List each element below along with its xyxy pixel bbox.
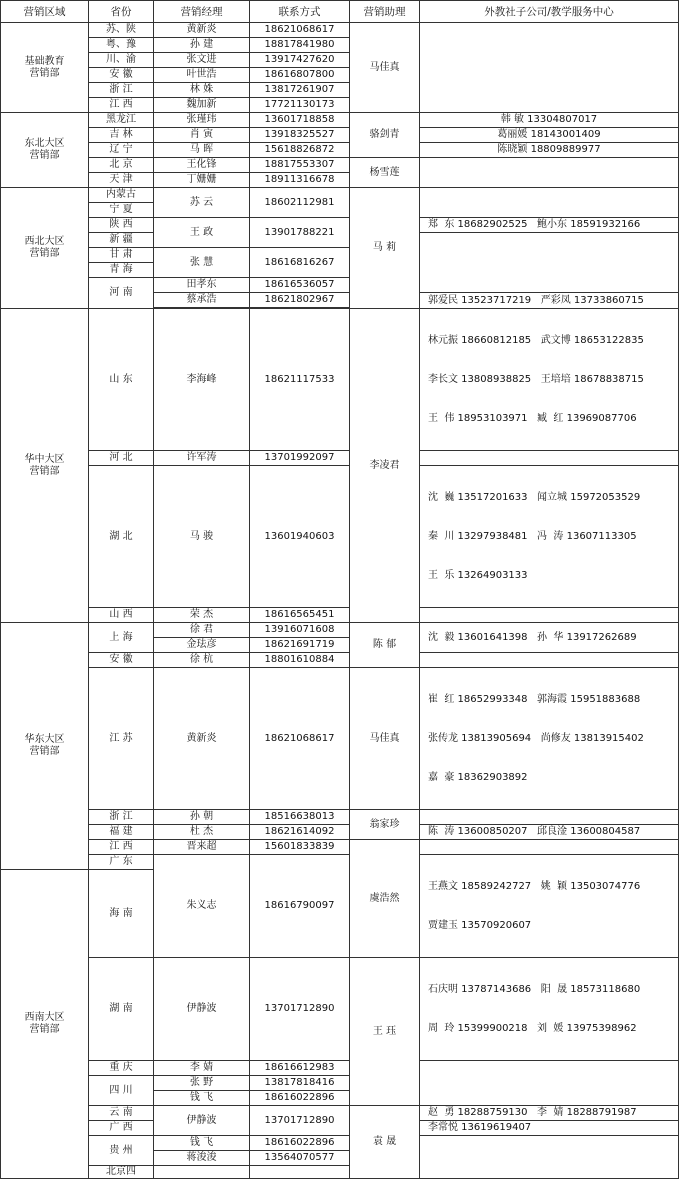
manager-cell: 李海峰	[154, 309, 250, 451]
phone-cell: 18616807800	[250, 68, 350, 83]
phone-cell: 13701992097	[250, 451, 350, 466]
table-row	[1, 1136, 679, 1151]
service-cell	[420, 855, 679, 958]
header-service: 外教社子公司/教学服务中心	[420, 1, 679, 23]
service-cell	[420, 451, 679, 466]
region-east: 华东大区 营销部	[1, 623, 89, 870]
table-row	[1, 188, 679, 203]
table-row	[1, 623, 679, 638]
service-cell	[420, 23, 679, 113]
province-cell: 重 庆	[89, 1061, 154, 1076]
service-line: 王 乐 13264903133	[428, 570, 528, 581]
province-cell: 上 海	[89, 623, 154, 653]
service-cell	[420, 653, 679, 668]
manager-cell: 黄新炎	[154, 668, 250, 810]
region-central: 华中大区 营销部	[1, 309, 89, 623]
phone-cell: 18621614092	[250, 825, 350, 840]
manager-cell: 张瑾玮	[154, 113, 250, 128]
province-cell: 湖 南	[89, 958, 154, 1061]
table-row	[1, 810, 679, 825]
manager-cell: 丁姗姗	[154, 173, 250, 188]
service-cell	[420, 668, 679, 810]
service-cell	[420, 840, 679, 855]
table-row	[1, 466, 679, 608]
assistant-cell: 马佳真	[350, 23, 420, 113]
header-assistant: 营销助理	[350, 1, 420, 23]
manager-cell: 林 姝	[154, 83, 250, 98]
header-region: 营销区域	[1, 1, 89, 23]
phone-cell: 13901788221	[250, 218, 350, 248]
province-cell: 山 东	[89, 309, 154, 451]
table-row	[1, 653, 679, 668]
table-row	[1, 840, 679, 855]
province-cell: 北京四	[89, 1166, 154, 1179]
manager-cell: 金珐彦	[154, 638, 250, 653]
phone-cell: 13601718858	[250, 113, 350, 128]
manager-cell: 苏 云	[154, 188, 250, 218]
province-cell: 江 西	[89, 98, 154, 113]
assistant-cell: 陈 郁	[350, 623, 420, 668]
phone-cell: 13701712890	[250, 1106, 350, 1136]
region-basic: 基础教育 营销部	[1, 23, 89, 113]
service-cell: 赵 勇 18288759130 李 婧 18288791987	[420, 1106, 679, 1121]
service-line: 王燕文 18589242727 姚 颖 13503074776	[428, 881, 641, 892]
service-cell	[420, 958, 679, 1061]
manager-cell: 钱 飞	[154, 1091, 250, 1106]
province-cell: 新 疆	[89, 233, 154, 248]
phone-cell: 18616612983	[250, 1061, 350, 1076]
manager-cell: 王化锋	[154, 158, 250, 173]
province-cell: 粤、豫	[89, 38, 154, 53]
table-row	[1, 113, 679, 128]
assistant-cell: 骆剑青	[350, 113, 420, 158]
province-cell: 湖 北	[89, 466, 154, 608]
service-cell	[420, 1136, 679, 1179]
province-cell: 甘 肃	[89, 248, 154, 263]
service-cell: 郭爱民 13523717219 严彩凤 13733860715	[420, 293, 679, 309]
manager-cell: 黄新炎	[154, 23, 250, 38]
manager-cell: 马 骏	[154, 466, 250, 608]
service-cell: 韩 敏 13304807017	[420, 113, 679, 128]
table-row	[1, 23, 679, 38]
assistant-cell: 袁 晟	[350, 1106, 420, 1179]
phone-cell: 18616816267	[250, 248, 350, 278]
service-cell	[420, 608, 679, 623]
table-row	[1, 855, 679, 870]
province-cell: 陕 西	[89, 218, 154, 233]
service-cell: 沈 毅 13601641398 孙 华 13917262689	[420, 623, 679, 653]
service-line: 李长文 13808938825 王培培 18678838715	[428, 374, 644, 385]
province-cell: 安 徽	[89, 653, 154, 668]
province-cell: 云 南	[89, 1106, 154, 1121]
manager-cell: 孙 建	[154, 38, 250, 53]
phone-cell	[250, 1166, 350, 1179]
assistant-cell: 翁家珍	[350, 810, 420, 840]
manager-cell: 徐 君	[154, 623, 250, 638]
phone-cell: 18817841980	[250, 38, 350, 53]
service-line: 石庆明 13787143686 阳 晟 18573118680	[428, 984, 641, 995]
assistant-cell: 马佳真	[350, 668, 420, 810]
manager-cell: 田孝东	[154, 278, 250, 293]
table-row	[1, 143, 679, 158]
province-cell: 安 徽	[89, 68, 154, 83]
service-line: 嘉 豪 18362903892	[428, 772, 528, 783]
manager-cell: 荣 杰	[154, 608, 250, 623]
assistant-cell: 杨雪莲	[350, 158, 420, 188]
assistant-cell: 王 珏	[350, 958, 420, 1106]
header-manager: 营销经理	[154, 1, 250, 23]
phone-cell: 13817818416	[250, 1076, 350, 1091]
manager-cell: 徐 杭	[154, 653, 250, 668]
region-northeast: 东北大区 营销部	[1, 113, 89, 188]
table-row	[1, 825, 679, 840]
phone-cell: 18616022896	[250, 1136, 350, 1151]
province-cell: 黑龙江	[89, 113, 154, 128]
table-row	[1, 958, 679, 1061]
phone-cell: 13564070577	[250, 1151, 350, 1166]
province-cell: 广 东	[89, 855, 154, 870]
table-row	[1, 128, 679, 143]
table-row	[1, 451, 679, 466]
service-line: 王 伟 18953103971 臧 红 13969087706	[428, 413, 637, 424]
manager-cell: 杜 杰	[154, 825, 250, 840]
service-cell: 陈晓颖 18809889977	[420, 143, 679, 158]
table-row	[1, 218, 679, 233]
manager-cell: 许军涛	[154, 451, 250, 466]
service-cell	[420, 1061, 679, 1106]
manager-cell: 马 晖	[154, 143, 250, 158]
phone-cell: 18602112981	[250, 188, 350, 218]
phone-cell: 13916071608	[250, 623, 350, 638]
assistant-cell: 李凌君	[350, 309, 420, 623]
manager-cell: 钱 飞	[154, 1136, 250, 1151]
phone-cell: 13601940603	[250, 466, 350, 608]
manager-cell	[154, 1166, 250, 1179]
province-cell: 江 西	[89, 840, 154, 855]
province-cell: 河 北	[89, 451, 154, 466]
province-cell: 北 京	[89, 158, 154, 173]
phone-cell: 13917427620	[250, 53, 350, 68]
phone-cell: 18621068617	[250, 668, 350, 810]
manager-cell: 蒋浚浚	[154, 1151, 250, 1166]
assistant-cell: 马 莉	[350, 188, 420, 309]
province-cell: 浙 江	[89, 810, 154, 825]
table-row	[1, 1061, 679, 1076]
phone-cell: 18516638013	[250, 810, 350, 825]
service-cell: 陈 涛 13600850207 邱良淦 13600804587	[420, 825, 679, 840]
service-cell: 葛丽媛 18143001409	[420, 128, 679, 143]
manager-cell: 魏加新	[154, 98, 250, 113]
service-line: 秦 川 13297938481 冯 涛 13607113305	[428, 531, 637, 542]
header-province: 省份	[89, 1, 154, 23]
assistant-cell: 虞浩然	[350, 840, 420, 958]
service-cell	[420, 233, 679, 293]
service-cell	[420, 158, 679, 188]
manager-cell: 孙 朝	[154, 810, 250, 825]
province-cell: 海 南	[89, 870, 154, 958]
phone-cell: 18621117533	[250, 309, 350, 451]
province-cell: 青 海	[89, 263, 154, 278]
province-cell: 苏、陕	[89, 23, 154, 38]
phone-cell: 17721130173	[250, 98, 350, 113]
manager-cell: 李 婧	[154, 1061, 250, 1076]
province-cell: 浙 江	[89, 83, 154, 98]
province-cell: 川、渝	[89, 53, 154, 68]
province-cell: 辽 宁	[89, 143, 154, 158]
province-cell: 内蒙古	[89, 188, 154, 203]
phone-cell: 18616022896	[250, 1091, 350, 1106]
manager-cell: 蔡承浩	[154, 293, 250, 308]
table-row	[1, 668, 679, 810]
province-cell: 贵 州	[89, 1136, 154, 1166]
service-line: 张传龙 13813905694 尚修友 13813915402	[428, 733, 644, 744]
province-cell: 吉 林	[89, 128, 154, 143]
manager-cell: 叶世浩	[154, 68, 250, 83]
province-cell: 天 津	[89, 173, 154, 188]
phone-cell: 15618826872	[250, 143, 350, 158]
service-line: 周 玲 15399900218 刘 媛 13975398962	[428, 1023, 637, 1034]
manager-cell: 伊静波	[154, 958, 250, 1061]
service-line: 贾建玉 13570920607	[428, 920, 532, 931]
service-line: 崔 红 18652993348 郭海霞 15951883688	[428, 694, 641, 705]
service-line: 林元振 18660812185 武文博 18653122835	[428, 335, 644, 346]
header-row	[1, 1, 679, 23]
manager-cell: 张 慧	[154, 248, 250, 278]
service-cell	[420, 188, 679, 218]
service-cell: 李常悦 13619619407	[420, 1121, 679, 1136]
service-cell	[420, 309, 679, 451]
manager-cell: 伊静波	[154, 1106, 250, 1136]
phone-cell: 18616536057	[250, 278, 350, 293]
phone-cell: 13918325527	[250, 128, 350, 143]
phone-cell: 18817553307	[250, 158, 350, 173]
manager-cell: 朱义志	[154, 855, 250, 958]
table-row	[1, 158, 679, 173]
service-line: 沈 巍 13517201633 闻立城 15972053529	[428, 492, 641, 503]
manager-cell: 晋来超	[154, 840, 250, 855]
table-row	[1, 309, 679, 451]
phone-cell: 13701712890	[250, 958, 350, 1061]
header-contact: 联系方式	[250, 1, 350, 23]
region-southwest: 西南大区 营销部	[1, 870, 89, 1179]
province-cell: 山 西	[89, 608, 154, 623]
province-cell: 福 建	[89, 825, 154, 840]
phone-cell: 18616790097	[250, 855, 350, 958]
province-cell: 江 苏	[89, 668, 154, 810]
province-cell: 河 南	[89, 278, 154, 309]
phone-cell: 18801610884	[250, 653, 350, 668]
phone-cell: 18911316678	[250, 173, 350, 188]
manager-cell: 张 野	[154, 1076, 250, 1091]
manager-cell: 王 政	[154, 218, 250, 248]
service-cell: 郑 东 18682902525 鲍小东 18591932166	[420, 218, 679, 233]
province-cell: 广 西	[89, 1121, 154, 1136]
service-cell	[420, 466, 679, 608]
province-cell: 四 川	[89, 1076, 154, 1106]
phone-cell: 18621802967	[250, 293, 350, 308]
phone-cell: 13817261907	[250, 83, 350, 98]
manager-cell: 张文进	[154, 53, 250, 68]
phone-cell: 18621691719	[250, 638, 350, 653]
table-row	[1, 608, 679, 623]
manager-cell: 肖 寅	[154, 128, 250, 143]
province-cell: 宁 夏	[89, 203, 154, 218]
table-row	[1, 1106, 679, 1121]
region-northwest: 西北大区 营销部	[1, 188, 89, 309]
phone-cell: 18616565451	[250, 608, 350, 623]
phone-cell: 15601833839	[250, 840, 350, 855]
service-cell	[420, 810, 679, 825]
phone-cell: 18621068617	[250, 23, 350, 38]
